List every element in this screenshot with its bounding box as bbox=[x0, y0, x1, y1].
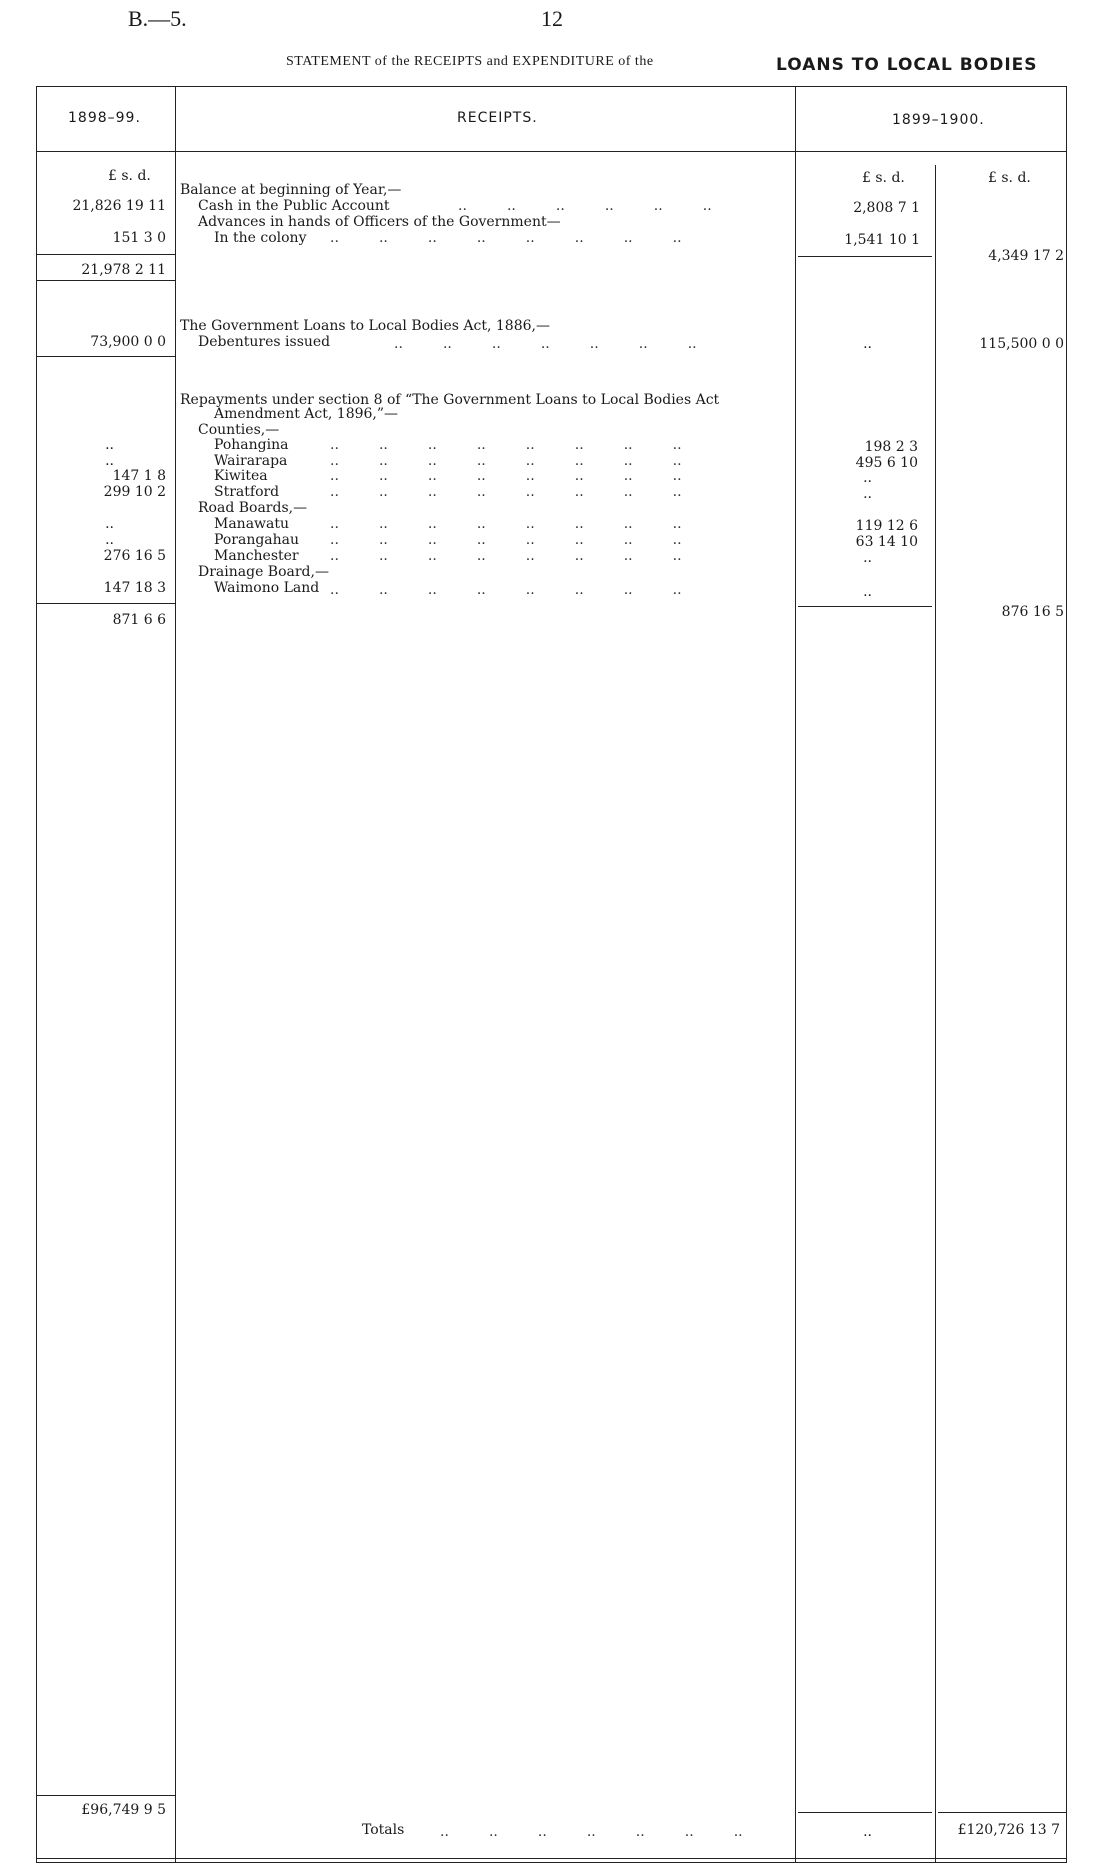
row-label: Waimono Land bbox=[214, 580, 320, 596]
outer-value: 115,500 0 0 bbox=[979, 336, 1064, 352]
column-divider-prev bbox=[175, 86, 176, 1863]
leader-dots: .. .. .. .. .. .. .. .. bbox=[330, 548, 682, 564]
prev-year-value: .. bbox=[105, 516, 114, 532]
inner-value: 63 14 10 bbox=[855, 534, 918, 550]
totals-label: Totals bbox=[362, 1822, 405, 1838]
leader-dots: .. .. .. .. .. .. .. .. bbox=[330, 453, 682, 469]
table-top-border bbox=[36, 86, 1066, 87]
prev-year-value: .. bbox=[105, 532, 114, 548]
inner-value: 495 6 10 bbox=[855, 455, 918, 471]
prev-year-value: 73,900 0 0 bbox=[90, 334, 166, 350]
table-bottom-border bbox=[36, 1858, 1066, 1859]
table-left-border bbox=[36, 86, 37, 1863]
page-number: 12 bbox=[541, 6, 563, 31]
inner-value: 198 2 3 bbox=[864, 439, 918, 455]
leader-dots: .. .. .. .. .. .. .. .. bbox=[330, 437, 682, 453]
row-label: Balance at beginning of Year,— bbox=[180, 182, 402, 198]
totals-rule-prev-top bbox=[36, 1795, 175, 1796]
row-label: Wairarapa bbox=[214, 453, 288, 469]
unit-label-outer: £ s. d. bbox=[988, 170, 1031, 186]
leader-dots: .. .. .. .. .. .. .. .. bbox=[330, 484, 682, 500]
row-label: The Government Loans to Local Bodies Act, 1886,— bbox=[180, 318, 550, 334]
table-bottom-border-double bbox=[36, 1862, 1066, 1863]
subtotal-rule-inner bbox=[798, 606, 932, 607]
inner-total: .. bbox=[863, 1824, 872, 1840]
table-right-border bbox=[1066, 86, 1067, 1863]
inner-value: .. bbox=[863, 470, 872, 486]
row-label: Stratford bbox=[214, 484, 280, 500]
outer-subtotal: 4,349 17 2 bbox=[988, 248, 1064, 264]
row-label: Manchester bbox=[214, 548, 299, 564]
inner-value: .. bbox=[863, 550, 872, 566]
prev-year-total: £96,749 9 5 bbox=[81, 1802, 166, 1818]
grand-total: £120,726 13 7 bbox=[957, 1822, 1060, 1838]
row-label: Counties,— bbox=[198, 422, 280, 438]
subtotal-rule-prev bbox=[36, 356, 175, 357]
totals-rule-inner-top bbox=[798, 1812, 932, 1813]
inner-value: .. bbox=[863, 486, 872, 502]
subtotal-rule-prev-under bbox=[36, 280, 175, 281]
document-reference: B.—5. bbox=[128, 6, 187, 31]
row-label: Kiwitea bbox=[214, 468, 268, 484]
inner-value: .. bbox=[863, 336, 872, 352]
prev-year-value: .. bbox=[105, 453, 114, 469]
prev-year-value: 151 3 0 bbox=[112, 230, 166, 246]
prev-year-value: 299 10 2 bbox=[103, 484, 166, 500]
leader-dots: .. .. .. .. .. .. .. .. bbox=[330, 532, 682, 548]
leader-dots: .. .. .. .. .. .. .. .. bbox=[330, 516, 682, 532]
row-label: Advances in hands of Officers of the Government— bbox=[198, 214, 561, 230]
unit-label-prev: £ s. d. bbox=[108, 168, 151, 184]
subtotal-rule-prev bbox=[36, 603, 175, 604]
row-label: Manawatu bbox=[214, 516, 290, 532]
row-label: Road Boards,— bbox=[198, 500, 308, 516]
prev-year-value: 147 18 3 bbox=[103, 580, 166, 596]
column-divider-receipts bbox=[795, 86, 796, 1863]
prev-year-subtotal: 871 6 6 bbox=[112, 612, 166, 628]
subtotal-rule-prev bbox=[36, 254, 175, 255]
prev-year-value: .. bbox=[105, 437, 114, 453]
leader-dots: .. .. .. .. .. .. .. .. bbox=[330, 468, 682, 484]
leader-dots: .. .. .. .. .. .. .. bbox=[440, 1824, 743, 1840]
prev-year-value: 147 1 8 bbox=[112, 468, 166, 484]
statement-title-main: LOANS TO LOCAL BODIES bbox=[776, 55, 1038, 75]
row-label: Repayments under section 8 of “The Government Loans to Local Bodies Act bbox=[180, 392, 720, 408]
row-label: Amendment Act, 1896,”— bbox=[214, 406, 399, 422]
header-separator bbox=[36, 151, 1066, 152]
totals-rule-outer-top bbox=[938, 1812, 1066, 1813]
leader-dots: .. .. .. .. .. .. .. bbox=[394, 336, 697, 352]
leader-dots: .. .. .. .. .. .. .. .. bbox=[330, 582, 682, 598]
leader-dots: .. .. .. .. .. .. .. .. bbox=[330, 230, 682, 246]
column-heading-prev-year: 1898–99. bbox=[68, 110, 141, 126]
column-heading-curr-year: 1899–1900. bbox=[892, 112, 985, 128]
outer-subtotal: 876 16 5 bbox=[1001, 604, 1064, 620]
subtotal-rule-inner bbox=[798, 256, 932, 257]
row-label: In the colony bbox=[214, 230, 307, 246]
inner-value: 1,541 10 1 bbox=[844, 232, 920, 248]
prev-year-value: 21,826 19 11 bbox=[72, 198, 166, 214]
row-label: Pohangina bbox=[214, 437, 289, 453]
prev-year-value: 276 16 5 bbox=[103, 548, 166, 564]
leader-dots: .. .. .. .. .. .. bbox=[458, 198, 712, 214]
column-heading-receipts: RECEIPTS. bbox=[457, 110, 538, 126]
row-label: Drainage Board,— bbox=[198, 564, 329, 580]
row-label: Porangahau bbox=[214, 532, 300, 548]
prev-year-subtotal: 21,978 2 11 bbox=[81, 262, 166, 278]
row-label: Cash in the Public Account bbox=[198, 198, 390, 214]
row-label: Debentures issued bbox=[198, 334, 331, 350]
inner-value: 2,808 7 1 bbox=[853, 200, 920, 216]
unit-label-inner: £ s. d. bbox=[862, 170, 905, 186]
statement-title-prefix: STATEMENT of the RECEIPTS and EXPENDITURE of the bbox=[286, 54, 654, 69]
inner-value: 119 12 6 bbox=[855, 518, 918, 534]
column-divider-inner bbox=[935, 165, 936, 1863]
inner-value: .. bbox=[863, 584, 872, 600]
